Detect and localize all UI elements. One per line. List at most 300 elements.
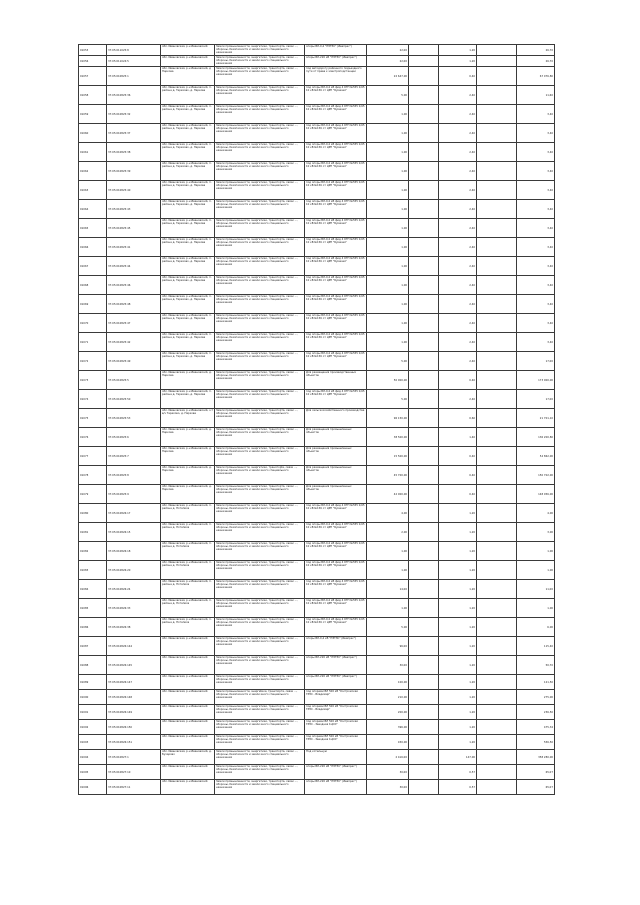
- land-category: Земли промышленности, энергетики, транспорта, связи ..., обороны, безопасности и земли иного специального назначения: [215, 618, 305, 637]
- tax-rate: 1,20: [439, 599, 477, 618]
- plot-address: обл. Ивановская, р-н Ивановский: [161, 56, 215, 67]
- empty-cell: [477, 637, 517, 656]
- plot-area: 5,00: [367, 390, 409, 409]
- empty-cell: [409, 371, 439, 390]
- plot-address: обл. Ивановская, р-н Ивановский: [161, 637, 215, 656]
- tax-rate: 2,40: [439, 181, 477, 200]
- land-category: Земли промышленности, энергетики, транспорта, связи ..., обороны, безопасности и земли иного специального назначения: [215, 105, 305, 124]
- plot-address: обл. Ивановская, р-н Ивановский, п. районе д. Терехово, д. Паркова: [161, 257, 215, 276]
- tax-rate: 2,40: [439, 124, 477, 143]
- empty-cell: [409, 45, 439, 56]
- tax-rate: 1,20: [439, 705, 477, 720]
- permitted-use: под опоры ВЛ-0,4 кВ фид 4 КТП №555 0,65 10 кВ №156 от ЦРП "Бумазея": [305, 504, 367, 523]
- empty-cell: [409, 238, 439, 257]
- plot-area: 1,00: [367, 219, 409, 238]
- land-category: Земли промышленности, энергетики, транспорта, связи ..., обороны, безопасности и земли иного специального назначения: [215, 295, 305, 314]
- tax-amount: 3,40: [517, 181, 555, 200]
- plot-area: 1,00: [367, 599, 409, 618]
- permitted-use: под опоры ВЛ-0,4 кВ фид 4 КТП №555 0,65 10 кВ №156 от ЦРП "Бумазея": [305, 181, 367, 200]
- empty-cell: [409, 765, 439, 780]
- table-row: [79, 390, 555, 409]
- tax-amount: 26,70: [517, 56, 555, 67]
- empty-cell: [409, 257, 439, 276]
- table-row: [79, 542, 555, 561]
- permitted-use: Для размещения промышленных объектов: [305, 485, 367, 504]
- cadastral-number: 37:05:010825:49: [107, 352, 161, 371]
- cadastral-number: 37:05:010825:7: [107, 447, 161, 466]
- plot-area: 45 700,00: [367, 466, 409, 485]
- cadastral-number: 37:05:010826:147: [107, 675, 161, 690]
- plot-area: 396,00: [367, 720, 409, 735]
- plot-area: 210,00: [367, 690, 409, 705]
- tax-amount: 3,40: [517, 200, 555, 219]
- land-category: Земли промышленности, энергетики, транспорта, связи ..., обороны, безопасности и земли иного специального назначения: [215, 181, 305, 200]
- tax-amount: 3,40: [517, 143, 555, 162]
- tax-rate: 1,20: [439, 690, 477, 705]
- table-row: [79, 780, 555, 795]
- permitted-use: под автодорогу районного подъездного пути от права к электроподстанции: [305, 67, 367, 86]
- cadastral-number: 37:05:010826:151: [107, 735, 161, 750]
- plot-address: обл. Ивановская, р-н Ивановский, д. Паркова: [161, 371, 215, 390]
- plot-address: обл. Ивановская, р-н Ивановский, д. Паркова: [161, 485, 215, 504]
- tax-amount: 121,50: [517, 675, 555, 690]
- row-number: 01062: [79, 162, 107, 181]
- land-category: Земли промышленности, энергетики, транспорта, связи ..., обороны, безопасности и земли иного специального назначения: [215, 352, 305, 371]
- land-category: Земли промышленности, энергетики, транспорта, связи ..., обороны, безопасности и земли иного специального назначения: [215, 238, 305, 257]
- permitted-use: Для размещения промышленных объектов: [305, 466, 367, 485]
- table-row: [79, 162, 555, 181]
- permitted-use: опоры ВЛ-220 кВ "НЭТЭС" (Ивапрес"): [305, 656, 367, 675]
- permitted-use: под опоры ВЛ-0,4 кВ фид 4 КТП №555 0,65 10 кВ №156 от ЦРП "Бумазея": [305, 200, 367, 219]
- land-category: Земли промышленности, энергetики, транспорта, связи ..., обороны, безопасности и земли иного специального назначения: [215, 690, 305, 705]
- plot-area: 1,00: [367, 162, 409, 181]
- empty-cell: [409, 219, 439, 238]
- land-category: Земли промышленности, энергетики, транспорта, связи ..., обороны, безопасности и земли иного специального назначения: [215, 409, 305, 428]
- tax-amount: 275,00: [517, 690, 555, 705]
- plot-address: обл. Ивановская, р-н Ивановский, п. районе д. Потапиха: [161, 618, 215, 637]
- land-category: Земли промышленности, энергетики, транспорта, связи ..., обороны, безопасности и земли иного специального назначения: [215, 765, 305, 780]
- permitted-use: под опоры ВЛ-0,4 кВ фид 4 КТП №555 0,65 10 кВ №156 от ЦРП "Бумазея": [305, 561, 367, 580]
- cadastral-number: 37:05:010825:48: [107, 295, 161, 314]
- tax-rate: 1,20: [439, 580, 477, 599]
- plot-area: 42 000,00: [367, 485, 409, 504]
- empty-cell: [477, 200, 517, 219]
- land-category: Земли промышленности, энергетики, транспорта, связи ..., обороны, безопасности и земли иного специального назначения: [215, 124, 305, 143]
- table-row: [79, 219, 555, 238]
- tax-rate: 1,20: [439, 504, 477, 523]
- plot-address: обл. Ивановская, р-н Ивановский, п. районе д. Потапиха: [161, 542, 215, 561]
- empty-cell: [477, 705, 517, 720]
- plot-address: обл. Ивановская, р-н Ивановский: [161, 656, 215, 675]
- empty-cell: [477, 67, 517, 86]
- row-number: 01056: [79, 56, 107, 67]
- plot-area: 30,00: [367, 656, 409, 675]
- plot-address: обл. Ивановская, р-н Ивановский, п. районе д. Потапиха: [161, 523, 215, 542]
- row-number: 01069: [79, 295, 107, 314]
- tax-rate: 2,40: [439, 200, 477, 219]
- land-category: Земли промышленности, энергетики, транспорта, связи ..., обороны, безопасности и земли иного специального назначения: [215, 504, 305, 523]
- plot-area: 1,00: [367, 238, 409, 257]
- cadastral-number: 37:05:010825:9: [107, 485, 161, 504]
- land-category: Земли промышленности, энергетики, транспорта, связи ..., обороны, безопасности и земли иного специального назначения: [215, 705, 305, 720]
- empty-cell: [477, 56, 517, 67]
- row-number: 01060: [79, 124, 107, 143]
- permitted-use: под опоры ВЛ-0,4 кВ фид 4 КТП №555 0,65 10 кВ №156 от ЦРП "Бумазея": [305, 523, 367, 542]
- cadastral-number: 37:05:010826:24: [107, 580, 161, 599]
- permitted-use: Для размещения промышленных объектов: [305, 447, 367, 466]
- plot-area: 1,00: [367, 124, 409, 143]
- permitted-use: под опорами ВЛ 500 кВ "Костромская ГРЭС - Звездная 1ЦОС": [305, 720, 367, 735]
- permitted-use: под опоры ВЛ-0,4 кВ фид 4 КТП №555 0,65 10 кВ №156 от ЦРП "Бумазея": [305, 352, 367, 371]
- plot-area: 38 500,00: [367, 428, 409, 447]
- tax-amount: 17,00: [517, 352, 555, 371]
- plot-address: обл. Ивановская, р-н Ивановский, п. районе д. Терехово, д. Паркова: [161, 390, 215, 409]
- empty-cell: [477, 690, 517, 705]
- permitted-use: под опоры ВЛ-0,4 кВ фид 4 КТП №555 0,65 10 кВ №156 от ЦРП "Бумазея": [305, 86, 367, 105]
- empty-cell: [409, 599, 439, 618]
- empty-cell: [409, 352, 439, 371]
- plot-area: 450,00: [367, 735, 409, 750]
- plot-area: 22,00: [367, 56, 409, 67]
- empty-cell: [477, 86, 517, 105]
- row-number: 01061: [79, 143, 107, 162]
- plot-address: обл. Ивановская, р-н Ивановский, п. районе д. Терехово, д. Паркова: [161, 333, 215, 352]
- table-row: [79, 656, 555, 675]
- table-row: [79, 447, 555, 466]
- tax-rate: 0,57: [439, 780, 477, 795]
- plot-address: обл. Ивановская, р-н Ивановский, д. Бухарово: [161, 750, 215, 765]
- empty-cell: [477, 45, 517, 56]
- permitted-use: под опоры ВЛ-0,4 кВ фид 4 КТП №555 0,65 10 кВ №156 от ЦРП "Бумазея": [305, 124, 367, 143]
- empty-cell: [409, 466, 439, 485]
- cadastral-number: 37:05:010825:42: [107, 333, 161, 352]
- row-number: 01066: [79, 238, 107, 257]
- empty-cell: [409, 447, 439, 466]
- permitted-use: под опоры ВЛ-0,4 кВ фид 4 КТП №555 0,65 10 кВ №156 от ЦРП "Бумазея": [305, 599, 367, 618]
- plot-area: 14,00: [367, 580, 409, 599]
- tax-rate: 2,40: [439, 314, 477, 333]
- tax-amount: 1,00: [517, 561, 555, 580]
- land-category: Земли промышленности, энергетики, транспорта, связи ..., обороны, безопасности и земли иного специального назначения: [215, 143, 305, 162]
- empty-cell: [409, 750, 439, 765]
- land-category: Земли промышленности, энергетики, транспорта, связи ..., обороны, безопасности и земли иного специального назначения: [215, 542, 305, 561]
- tax-amount: 173 000,00: [517, 371, 555, 390]
- land-category: Земли промышленности, энергетики, транспорта, связи ..., обороны, безопасности и земли иного специального назначения: [215, 276, 305, 295]
- row-number: 01068: [79, 276, 107, 295]
- empty-cell: [477, 257, 517, 276]
- empty-cell: [477, 504, 517, 523]
- table-row: [79, 618, 555, 637]
- tax-rate: 2,40: [439, 143, 477, 162]
- empty-cell: [477, 181, 517, 200]
- cadastral-number: 37:05:010826:17: [107, 504, 161, 523]
- table-row: [79, 599, 555, 618]
- empty-cell: [409, 720, 439, 735]
- empty-cell: [409, 656, 439, 675]
- plot-address: обл. Ивановская, р-н Ивановский, п. районе д. Терехово, д. Паркова: [161, 219, 215, 238]
- table-row: [79, 45, 555, 56]
- plot-area: 1,00: [367, 542, 409, 561]
- plot-address: обл. Ивановская, р-н Ивановский: [161, 675, 215, 690]
- tax-amount: 3,40: [517, 124, 555, 143]
- plot-area: 2,00: [367, 523, 409, 542]
- cadastral-number: 37:05:010827:10: [107, 765, 161, 780]
- tax-amount: 358 280,00: [517, 750, 555, 765]
- land-category: Земли промышленности, энергетики, транспорта, связи ..., обороны, безопасности и земли иного специального назначения: [215, 45, 305, 56]
- tax-rate: 0,60: [439, 409, 477, 428]
- plot-address: обл. Ивановская, р-н Ивановский: [161, 720, 215, 735]
- plot-area: 30,00: [367, 780, 409, 795]
- plot-address: обл. Ивановская, р-н Ивановский: [161, 735, 215, 750]
- empty-cell: [409, 56, 439, 67]
- plot-address: обл. Ивановская, р-н Ивановский: [161, 690, 215, 705]
- permitted-use: опоры ВЛ-220 кВ "НЭТЭС" (Ивапрес"): [305, 675, 367, 690]
- cadastral-number: 37:05:011024:5: [107, 56, 161, 67]
- row-number: 01089: [79, 675, 107, 690]
- plot-address: обл. Ивановская, р-н Ивановский, п. районе д. Терехово, д. Паркова: [161, 352, 215, 371]
- permitted-use: Для размещения производственных объектов: [305, 371, 367, 390]
- empty-cell: [409, 409, 439, 428]
- table-row: [79, 200, 555, 219]
- cadastral-number: 37:05:010826:33: [107, 599, 161, 618]
- empty-cell: [477, 409, 517, 428]
- land-category: Земли промышленности, энергетики, транспорта, связи ..., обороны, безопасности и земли иного специального назначения: [215, 485, 305, 504]
- empty-cell: [409, 485, 439, 504]
- row-number: 01086: [79, 618, 107, 637]
- tax-rate: 1,20: [439, 637, 477, 656]
- table-row: [79, 705, 555, 720]
- table-row: [79, 124, 555, 143]
- tax-rate: 2,40: [439, 219, 477, 238]
- cadastral-number: 37:05:010825:40: [107, 181, 161, 200]
- table-row: [79, 67, 555, 86]
- land-category: Земли промышленности, энергетики, транспорта, связи ..., обороны, безопасности и земли иного специального назначения: [215, 637, 305, 656]
- empty-cell: [409, 124, 439, 143]
- table-row: [79, 371, 555, 390]
- tax-rate: 1,20: [439, 45, 477, 56]
- empty-cell: [409, 780, 439, 795]
- land-category: Земли промышленности, энергетики, транспорта, связи ..., обороны, безопасности и земли иного специального назначения: [215, 428, 305, 447]
- empty-cell: [477, 720, 517, 735]
- cadastral-number: 37:05:010825:5: [107, 371, 161, 390]
- permitted-use: под опоры ВЛ-0,4 кВ фид 4 КТП №555 0,65 10 кВ №156 от ЦРП "Бумазея": [305, 618, 367, 637]
- empty-cell: [477, 599, 517, 618]
- permitted-use: под опоры ВЛ-0,4 кВ фид 4 КТП №555 0,65 10 кВ №156 от ЦРП "Бумазея": [305, 257, 367, 276]
- plot-area: 4,00: [367, 504, 409, 523]
- land-category: Земли промышленности, энергетики, транспорта, связи ..., обороны, безопасности и земли иного специального назначения: [215, 523, 305, 542]
- table-row: [79, 504, 555, 523]
- plot-area: 22,00: [367, 45, 409, 56]
- table-row: [79, 690, 555, 705]
- empty-cell: [477, 124, 517, 143]
- tax-amount: 3,40: [517, 295, 555, 314]
- table-body: [79, 45, 555, 795]
- plot-address: обл. Ивановская, р-н Ивановский, п. районе д. Потапиха: [161, 580, 215, 599]
- empty-cell: [477, 675, 517, 690]
- empty-cell: [409, 295, 439, 314]
- land-category: Земли промышленности, энергетики, транспорта, связи ..., обороны, безопасности и земли иного специального назначения: [215, 780, 305, 795]
- empty-cell: [409, 618, 439, 637]
- tax-amount: 50,70: [517, 656, 555, 675]
- empty-cell: [477, 143, 517, 162]
- empty-cell: [477, 561, 517, 580]
- tax-rate: 2,40: [439, 238, 477, 257]
- permitted-use: Под котельную: [305, 750, 367, 765]
- row-number: 01091: [79, 705, 107, 720]
- cadastral-number: 37:05:010826:18: [107, 542, 161, 561]
- tax-amount: 475,34: [517, 720, 555, 735]
- plot-address: обл. Ивановская, р-н Ивановский, д. Паркова: [161, 447, 215, 466]
- plot-area: 1,00: [367, 561, 409, 580]
- plot-address: обл. Ивановская, р-н Ивановский: [161, 765, 215, 780]
- table-row: [79, 181, 555, 200]
- land-plot-table: [78, 44, 554, 795]
- land-category: Земли промышленности, энергетики, транспорта, связи ..., обороны, безопасности и земли иного специального назначения: [215, 720, 305, 735]
- permitted-use: под опоры ВЛ-0,4 кВ фид 4 КТП №555 0,65 10 кВ №156 от ЦРП "Бумазея": [305, 238, 367, 257]
- tax-amount: 6,00: [517, 618, 555, 637]
- plot-area: 15 500,00: [367, 447, 409, 466]
- tax-rate: 1,40: [439, 428, 477, 447]
- tax-amount: 148 056,00: [517, 485, 555, 504]
- cadastral-number: 37:05:010826:15: [107, 523, 161, 542]
- table-row: [79, 238, 555, 257]
- permitted-use: под опоры ВЛ-0,4 кВ фид 4 КТП №555 0,65 10 кВ №156 от ЦРП "Бумазея": [305, 333, 367, 352]
- tax-amount: 67 076,80: [517, 67, 555, 86]
- table-row: [79, 276, 555, 295]
- plot-address: обл. Ивановская, р-н Ивановский: [161, 45, 215, 56]
- empty-cell: [409, 542, 439, 561]
- land-category: Земли промышленности, энергетики, транспорта, связи ..., обороны, безопасности и земли иного специального назначения: [215, 219, 305, 238]
- tax-rate: 2,40: [439, 257, 477, 276]
- row-number: 01079: [79, 485, 107, 504]
- plot-area: 96 150,00: [367, 409, 409, 428]
- plot-address: обл. Ивановская, р-н Ивановский, п. районе д. Терехово, д. Паркова: [161, 86, 215, 105]
- table-row: [79, 675, 555, 690]
- empty-cell: [409, 314, 439, 333]
- plot-address: обл. Ивановская, р-н Ивановский, п. районе д. Терехово, д. Паркова: [161, 238, 215, 257]
- plot-area: 1,00: [367, 200, 409, 219]
- cadastral-number: 37:05:010825:8: [107, 466, 161, 485]
- land-category: Земли промышленности, энергетики, транспорта, связи ..., обороны, безопасности и земли иного специального назначения: [215, 599, 305, 618]
- row-number: 01057: [79, 67, 107, 86]
- tax-rate: 2,40: [439, 352, 477, 371]
- permitted-use: под опоры ВЛ-0,4 кВ фид 4 КТП №555 0,65 10 кВ №156 от ЦРП "Бумазея": [305, 143, 367, 162]
- row-number: 01085: [79, 599, 107, 618]
- empty-cell: [477, 238, 517, 257]
- tax-amount: 556,50: [517, 735, 555, 750]
- table-row: [79, 720, 555, 735]
- tax-rate: 0,40: [439, 371, 477, 390]
- permitted-use: под опоры ВЛ-0,4 кВ фид 4 КТП №555 0,65 10 кВ №156 от ЦРП "Бумазея": [305, 295, 367, 314]
- cadastral-number: 37:05:010826:20: [107, 561, 161, 580]
- cadastral-number: 37:05:010827:11: [107, 780, 161, 795]
- tax-rate: 1,20: [439, 618, 477, 637]
- tax-amount: 4,00: [517, 504, 555, 523]
- permitted-use: опоры ВЛ-220 кВ "НЭТЭС" (Ивапрес"): [305, 780, 367, 795]
- plot-area: 1,00: [367, 105, 409, 124]
- tax-rate: 1,20: [439, 656, 477, 675]
- permitted-use: под опоры ВЛ-0,4 кВ фид 4 КТП №555 0,65 10 кВ №156 от ЦРП "Бумазея": [305, 314, 367, 333]
- plot-address: обл. Ивановская, р-н Ивановский, п. районе д. Терехово, д. Паркова: [161, 143, 215, 162]
- row-number: 01083: [79, 561, 107, 580]
- plot-address: обл. Ивановская, р-н Ивановский, д Паркова: [161, 67, 215, 86]
- empty-cell: [477, 276, 517, 295]
- cadastral-number: 37:05:010825:37: [107, 124, 161, 143]
- row-number: 01095: [79, 765, 107, 780]
- cadastral-number: 37:05:010825:6: [107, 428, 161, 447]
- cadastral-number: 37:05:010825:32: [107, 105, 161, 124]
- tax-amount: 236,50: [517, 705, 555, 720]
- empty-cell: [409, 523, 439, 542]
- row-number: 01081: [79, 523, 107, 542]
- permitted-use: под опоры ВЛ-0,4 кВ фид 4 КТП №555 0,65 10 кВ №156 от ЦРП "Бумазея": [305, 542, 367, 561]
- permitted-use: Для сельскохозяйственного производства: [305, 409, 367, 428]
- cadastral-number: 37:05:010826:148: [107, 690, 161, 705]
- plot-address: обл. Ивановская, р-н Ивановский, п. районе д. Терехово, д. Паркова: [161, 105, 215, 124]
- plot-area: 1,00: [367, 143, 409, 162]
- row-number: 01094: [79, 750, 107, 765]
- tax-rate: 0,40: [439, 466, 477, 485]
- row-number: 01058: [79, 86, 107, 105]
- plot-address: обл. Ивановская, р-н Ивановский, д. Паркова: [161, 466, 215, 485]
- empty-cell: [477, 314, 517, 333]
- plot-area: 200,00: [367, 705, 409, 720]
- land-category: Земли промышленности, энергетики, транспорта, связи ..., обороны, безопасности и земли иного специального назначения: [215, 656, 305, 675]
- empty-cell: [409, 428, 439, 447]
- permitted-use: опоры ВЛ-220 кВ "НЭТЭС" (Ивапрес"): [305, 56, 367, 67]
- table-row: [79, 765, 555, 780]
- tax-rate: 2,40: [439, 333, 477, 352]
- row-number: 01084: [79, 580, 107, 599]
- empty-cell: [477, 542, 517, 561]
- empty-cell: [409, 690, 439, 705]
- cadastral-number: 37:05:010825:38: [107, 143, 161, 162]
- plot-area: 5,00: [367, 618, 409, 637]
- tax-rate: 1,20: [439, 56, 477, 67]
- table-row: [79, 750, 555, 765]
- tax-amount: 136 200,80: [517, 428, 555, 447]
- empty-cell: [477, 523, 517, 542]
- plot-address: обл. Ивановская, р-н Ивановский: [161, 780, 215, 795]
- empty-cell: [477, 390, 517, 409]
- empty-cell: [477, 295, 517, 314]
- permitted-use: под опоры ВЛ-0,4 кВ фид 4 КТП №555 0,65 10 кВ №156 от ЦРП "Бумазея": [305, 276, 367, 295]
- cadastral-number: 37:05:010825:47: [107, 314, 161, 333]
- cadastral-number: 37:05:010827:1: [107, 750, 161, 765]
- land-category: Земли промышленности, энергетики, транспорта, связи ..., обороны, безопасности и земли иного специального назначения: [215, 390, 305, 409]
- plot-area: 2 416,00: [367, 750, 409, 765]
- cadastral-number: 37:05:010825:45: [107, 219, 161, 238]
- row-number: 01077: [79, 447, 107, 466]
- permitted-use: под опорами ВЛ 500 кВ "Костромская ГРЭС - Звездная 1ЦОС": [305, 735, 367, 750]
- table-row: [79, 428, 555, 447]
- land-category: Земли промышленности, энергетики, транспорта, связи ..., обороны, безопасности и земли иного специального назначения: [215, 580, 305, 599]
- land-category: Земли промышленности, энергетики, транспорта, связи ..., обороны, безопасности и земли иного специального назначения: [215, 371, 305, 390]
- land-category: Земли промышленности, энергетики, транспорта, связи ..., обороны, безопасности и земли иного специального назначения: [215, 314, 305, 333]
- row-number: 01088: [79, 656, 107, 675]
- empty-cell: [409, 580, 439, 599]
- row-number: 01074: [79, 390, 107, 409]
- tax-amount: 3,00: [517, 523, 555, 542]
- table-row: [79, 466, 555, 485]
- tax-amount: 26,70: [517, 45, 555, 56]
- land-category: Земли промышленности, энергетики, транспорта, связи ..., обороны, безопасности и земли иного специального назначения: [215, 257, 305, 276]
- tax-rate: 1,20: [439, 675, 477, 690]
- cadastral-number: 37:05:010826:145: [107, 656, 161, 675]
- tax-amount: 3,40: [517, 162, 555, 181]
- tax-rate: 147,00: [439, 750, 477, 765]
- tax-amount: 11,60: [517, 86, 555, 105]
